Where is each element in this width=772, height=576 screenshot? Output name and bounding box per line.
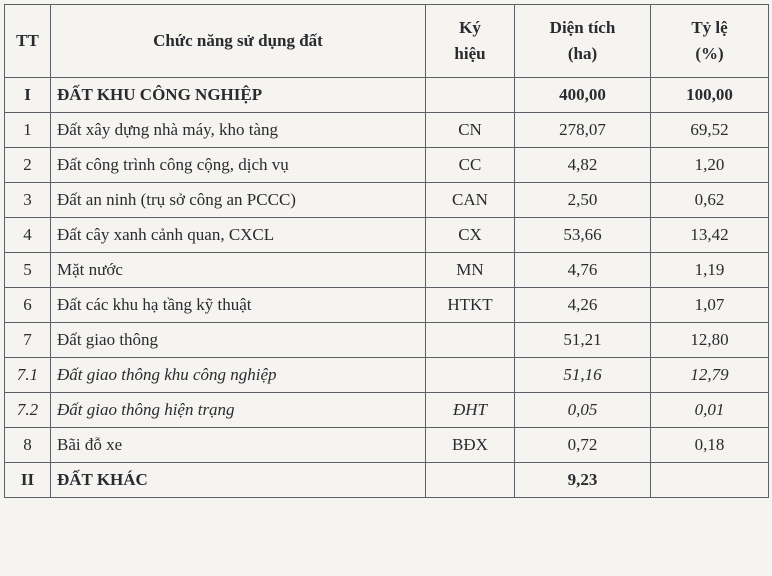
cell-symbol: CC	[426, 148, 515, 183]
cell-tt: 6	[5, 288, 51, 323]
cell-ratio: 0,01	[651, 393, 769, 428]
table-row	[5, 323, 769, 358]
cell-tt: 8	[5, 428, 51, 463]
cell-tt: 7.2	[5, 393, 51, 428]
cell-ratio: 100,00	[651, 78, 769, 113]
cell-function: Đất công trình công cộng, dịch vụ	[51, 148, 426, 183]
cell-ratio	[651, 463, 769, 498]
table-row	[5, 148, 769, 183]
header-tt-label: TT	[16, 30, 39, 50]
cell-area: 51,16	[515, 358, 651, 393]
cell-symbol	[426, 463, 515, 498]
header-symbol	[426, 5, 515, 78]
cell-function: Bãi đỗ xe	[51, 428, 426, 463]
cell-function: Đất giao thông khu công nghiệp	[51, 358, 426, 393]
header-area	[515, 5, 651, 78]
cell-symbol: ĐHT	[426, 393, 515, 428]
cell-function: Đất an ninh (trụ sở công an PCCC)	[51, 183, 426, 218]
cell-symbol: BĐX	[426, 428, 515, 463]
cell-ratio: 69,52	[651, 113, 769, 148]
cell-symbol	[426, 323, 515, 358]
header-symbol-line2: hiệu	[454, 44, 486, 63]
cell-function: Đất xây dựng nhà máy, kho tàng	[51, 113, 426, 148]
cell-area: 4,76	[515, 253, 651, 288]
cell-symbol: MN	[426, 253, 515, 288]
table-row	[5, 253, 769, 288]
cell-ratio: 0,18	[651, 428, 769, 463]
cell-area: 4,26	[515, 288, 651, 323]
header-tt	[5, 5, 51, 78]
header-ratio-line2: (%)	[695, 44, 724, 63]
cell-tt: 2	[5, 148, 51, 183]
cell-area: 400,00	[515, 78, 651, 113]
cell-tt: 3	[5, 183, 51, 218]
cell-tt: 4	[5, 218, 51, 253]
table-row	[5, 358, 769, 393]
cell-ratio: 0,62	[651, 183, 769, 218]
cell-area: 53,66	[515, 218, 651, 253]
cell-tt: II	[5, 463, 51, 498]
table-row	[5, 393, 769, 428]
cell-area: 2,50	[515, 183, 651, 218]
table-row	[5, 183, 769, 218]
cell-tt: I	[5, 78, 51, 113]
header-ratio	[651, 5, 769, 78]
cell-tt: 7.1	[5, 358, 51, 393]
cell-ratio: 1,19	[651, 253, 769, 288]
cell-area: 51,21	[515, 323, 651, 358]
cell-tt: 7	[5, 323, 51, 358]
cell-ratio: 1,20	[651, 148, 769, 183]
header-ratio-line1: Tỷ lệ	[691, 17, 728, 37]
cell-ratio: 1,07	[651, 288, 769, 323]
cell-ratio: 13,42	[651, 218, 769, 253]
cell-symbol: CAN	[426, 183, 515, 218]
cell-symbol: HTKT	[426, 288, 515, 323]
header-area-line2: (ha)	[567, 44, 598, 63]
cell-area: 9,23	[515, 463, 651, 498]
cell-symbol	[426, 358, 515, 393]
cell-tt: 1	[5, 113, 51, 148]
cell-symbol: CN	[426, 113, 515, 148]
cell-function: Đất giao thông hiện trạng	[51, 393, 426, 428]
table-header-row	[5, 5, 769, 78]
table-row	[5, 428, 769, 463]
table-row	[5, 78, 769, 113]
cell-ratio: 12,79	[651, 358, 769, 393]
table-row	[5, 218, 769, 253]
cell-function: Mặt nước	[51, 253, 426, 288]
cell-function: Đất giao thông	[51, 323, 426, 358]
header-symbol-line1: Ký	[459, 17, 481, 37]
cell-function: ĐẤT KHÁC	[51, 463, 426, 498]
land-use-table	[4, 4, 769, 498]
cell-symbol: CX	[426, 218, 515, 253]
cell-function: ĐẤT KHU CÔNG NGHIỆP	[51, 78, 426, 113]
cell-area: 0,05	[515, 393, 651, 428]
cell-area: 0,72	[515, 428, 651, 463]
cell-symbol	[426, 78, 515, 113]
table-row	[5, 288, 769, 323]
cell-area: 4,82	[515, 148, 651, 183]
cell-tt: 5	[5, 253, 51, 288]
cell-area: 278,07	[515, 113, 651, 148]
header-function-label: Chức năng sử dụng đất	[153, 30, 323, 50]
cell-function: Đất cây xanh cảnh quan, CXCL	[51, 218, 426, 253]
cell-ratio: 12,80	[651, 323, 769, 358]
header-area-line1: Diện tích	[549, 17, 616, 37]
cell-function: Đất các khu hạ tầng kỹ thuật	[51, 288, 426, 323]
table-row	[5, 113, 769, 148]
table-row	[5, 463, 769, 498]
header-function	[51, 5, 426, 78]
